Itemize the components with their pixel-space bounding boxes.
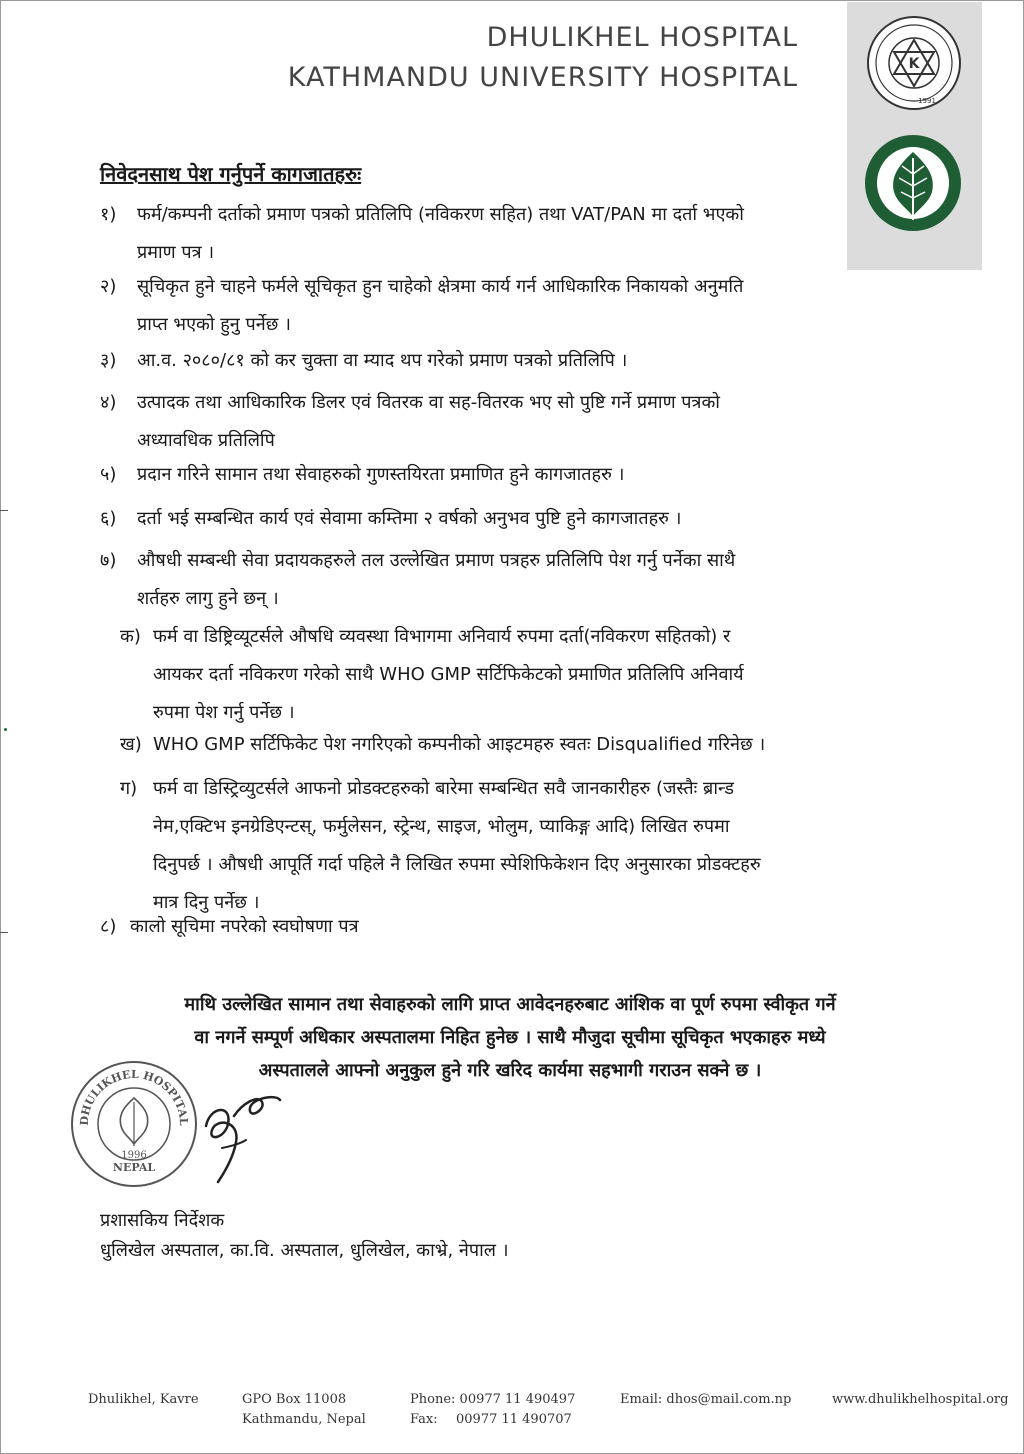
scan-margin-dot [4, 728, 7, 731]
svg-text:K: K [908, 56, 920, 72]
closing-line: अस्पतालले आफ्नो अनुकुल हुने गरि खरिद कार्यमा सहभागी गराउन सक्ने छ । [258, 1060, 762, 1081]
item-text-line: शर्तहरु लागु हुने छन् । [137, 588, 279, 609]
sub-item-text-line: दिनुपर्छ । औषधी आपूर्ति गर्दा पहिले नै लिखित रुपमा स्पेशिफिकेशन दिए अनुसारका प्रोडक्टहरु [153, 854, 761, 875]
signatory-title: प्रशासकिय निर्देशक [100, 1210, 225, 1231]
footer-po-box-line: GPO Box 11008 [242, 1392, 347, 1407]
fax-label: Fax: [410, 1412, 438, 1427]
fax-number: 00977 11 490707 [456, 1412, 572, 1427]
seal-year: 1991 [918, 97, 936, 105]
scan-margin-mark [0, 510, 8, 511]
item-number: ८) [100, 916, 117, 937]
item-text-line: औषधी सम्बन्धी सेवा प्रदायकहरुले तल उल्लेखित प्रमाण पत्रहरु प्रतिलिपि पेश गर्नु पर्नेका साथै [137, 550, 736, 571]
phone-label: Phone: [410, 1392, 456, 1407]
stamp-bottom-text: NEPAL [112, 1161, 156, 1174]
item-text-line: प्राप्त भएको हुनु पर्नेछ । [137, 314, 291, 335]
sub-item-number: क) [120, 626, 141, 647]
item-number: ३) [100, 350, 117, 371]
item-text-line: फर्म/कम्पनी दर्ताको प्रमाण पत्रको प्रतिलिपि (नविकरण सहित) तथा VAT/PAN मा दर्ता भएको [137, 204, 744, 225]
sub-item-number: ग) [120, 778, 138, 799]
item-number: २) [100, 276, 117, 297]
sub-item-text-line: WHO GMP सर्टिफिकेट पेश नगरिएको कम्पनीको आइटमहरु स्वतः Disqualified गरिनेछ । [153, 734, 766, 755]
sub-item-text-line: फर्म वा डिष्ट्रिव्यूटर्सले औषधि व्यवस्था विभागमा अनिवार्य रुपमा दर्ता(नविकरण सहितको) र [153, 626, 731, 647]
hospital-name-line1: DHULIKHEL HOSPITAL [486, 22, 798, 53]
item-text-line: प्रदान गरिने सामान तथा सेवाहरुको गुणस्तयिरता प्रमाणित हुने कागजातहरु । [137, 464, 625, 485]
closing-line: वा नगर्ने सम्पूर्ण अधिकार अस्पतालमा निहित हुनेछ । साथै मौजुदा सूचीमा सूचिकृत भएकाहरु मध्ये [194, 1027, 826, 1048]
sub-item-text-line: नेम,एक्टिभ इनग्रेडिएन्टस्, फर्मुलेसन, स्ट्रेन्थ, साइज, भोलुम, प्याकिङ्ग आदि) लिखित रुपमा [153, 816, 730, 837]
stamp-top-text: DHULIKHEL HOSPITAL [77, 1067, 191, 1126]
sub-item-number: ख) [120, 734, 142, 755]
footer-email[interactable]: Email: dhos@mail.com.np [620, 1392, 792, 1407]
scan-margin-mark [0, 932, 8, 933]
kathmandu-university-seal-icon [865, 14, 963, 112]
stamp-year: 1996 [121, 1150, 147, 1161]
item-text-line: सूचिकृत हुने चाहने फर्मले सूचिकृत हुन चाहेको क्षेत्रमा कार्य गर्न आधिकारिक निकायको अनुमति [137, 276, 744, 297]
signatory-address: धुलिखेल अस्पताल, का.वि. अस्पताल, धुलिखेल, काभ्रे, नेपाल । [100, 1240, 509, 1261]
footer-location: Dhulikhel, Kavre [88, 1392, 199, 1407]
item-text-line: अध्यावधिक प्रतिलिपि [137, 430, 275, 451]
item-text-line: आ.व. २०८०/८१ को कर चुक्ता वा म्याद थप गरेको प्रमाण पत्रको प्रतिलिपि । [137, 350, 628, 371]
sub-item-text-line: रुपमा पेश गर्नु पर्नेछ । [153, 702, 295, 723]
footer-contact [410, 1390, 575, 1430]
closing-line: माथि उल्लेखित सामान तथा सेवाहरुको लागि प्राप्त आवेदनहरुबाट आंशिक वा पूर्ण रुपमा स्वीकृत गर्ने [184, 994, 836, 1015]
section-title: निवेदनसाथ पेश गर्नुपर्ने कागजातहरुः [100, 162, 362, 186]
sub-item-text-line: मात्र दिनु पर्नेछ । [153, 892, 260, 913]
item-text-line: कालो सूचिमा नपरेको स्वघोषणा पत्र [130, 916, 359, 937]
item-number: ६) [100, 508, 117, 529]
footer-po-box [242, 1390, 366, 1430]
footer-website[interactable]: www.dhulikhelhospital.org [832, 1392, 1009, 1407]
phone-number: 00977 11 490497 [459, 1392, 576, 1407]
hospital-stamp-icon [68, 1058, 200, 1190]
item-text-line: उत्पादक तथा आधिकारिक डिलर एवं वितरक वा सह-वितरक भए सो पुष्टि गर्ने प्रमाण पत्रको [137, 392, 720, 413]
item-text-line: दर्ता भई सम्बन्धित कार्य एवं सेवामा कम्तिमा २ वर्षको अनुभव पुष्टि हुने कागजातहरु । [137, 508, 682, 529]
sub-item-text-line: फर्म वा डिस्ट्रिव्युटर्सले आफनो प्रोडक्टहरुको बारेमा सम्बन्धित सवै जानकारीहरु (जस्तैः ब्रान्ड [153, 778, 735, 799]
item-number: ४) [100, 392, 117, 413]
sub-item-text-line: आयकर दर्ता नविकरण गरेको साथै WHO GMP सर्टिफिकेटको प्रमाणित प्रतिलिपि अनिवार्य [153, 664, 744, 685]
footer-po-box-line: Kathmandu, Nepal [242, 1412, 366, 1427]
handwritten-signature [188, 1086, 298, 1186]
item-number: ७) [100, 550, 117, 571]
item-number: ५) [100, 464, 117, 485]
hospital-name-line2: KATHMANDU UNIVERSITY HOSPITAL [287, 62, 798, 93]
closing-paragraph [100, 988, 920, 1087]
item-number: १) [100, 204, 117, 225]
item-text-line: प्रमाण पत्र । [137, 242, 215, 263]
